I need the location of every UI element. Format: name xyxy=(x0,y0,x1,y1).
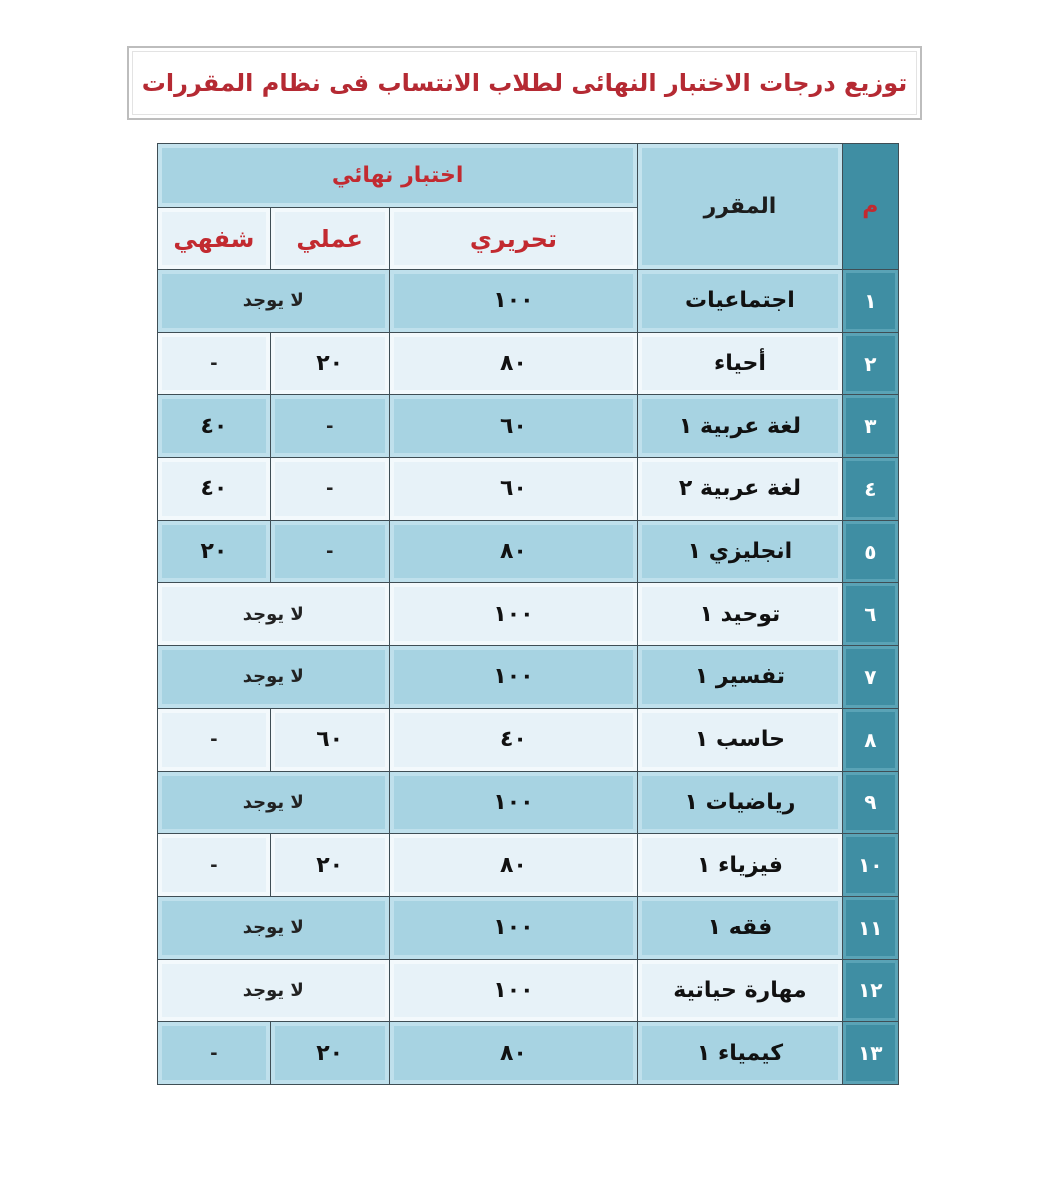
header-number: م xyxy=(842,144,898,270)
table-row xyxy=(158,520,899,583)
no-practical-oral: لا يوجد xyxy=(158,771,390,834)
table-row xyxy=(158,332,899,395)
course-name: انجليزي ١ xyxy=(638,520,842,583)
course-name: تفسير ١ xyxy=(638,646,842,709)
row-number: ١ xyxy=(842,270,898,333)
table-row xyxy=(158,646,899,709)
header-final-exam: اختبار نهائي xyxy=(158,144,638,208)
header-course: المقرر xyxy=(638,144,842,270)
course-name: أحياء xyxy=(638,332,842,395)
course-name: توحيد ١ xyxy=(638,583,842,646)
written-grade: ٤٠ xyxy=(389,708,638,771)
written-grade: ٦٠ xyxy=(389,395,638,458)
written-grade: ٨٠ xyxy=(389,332,638,395)
written-grade: ١٠٠ xyxy=(389,896,638,959)
row-number: ٢ xyxy=(842,332,898,395)
row-number: ٥ xyxy=(842,520,898,583)
course-name: اجتماعيات xyxy=(638,270,842,333)
written-grade: ١٠٠ xyxy=(389,959,638,1022)
no-practical-oral: لا يوجد xyxy=(158,896,390,959)
course-name: رياضيات ١ xyxy=(638,771,842,834)
oral-grade: - xyxy=(158,834,271,897)
table-row xyxy=(158,771,899,834)
table-row xyxy=(158,583,899,646)
practical-grade: ٢٠ xyxy=(270,332,389,395)
no-practical-oral: لا يوجد xyxy=(158,646,390,709)
oral-grade: ٢٠ xyxy=(158,520,271,583)
written-grade: ١٠٠ xyxy=(389,270,638,333)
no-practical-oral: لا يوجد xyxy=(158,270,390,333)
row-number: ٩ xyxy=(842,771,898,834)
course-name: لغة عربية ٢ xyxy=(638,458,842,521)
practical-grade: - xyxy=(270,520,389,583)
oral-grade: - xyxy=(158,1022,271,1085)
table-body xyxy=(158,270,899,1085)
table-row xyxy=(158,270,899,333)
course-name: حاسب ١ xyxy=(638,708,842,771)
oral-grade: - xyxy=(158,332,271,395)
page-title: توزيع درجات الاختبار النهائى لطلاب الانتساب فى نظام المقررات xyxy=(141,69,908,97)
header-written: تحريري xyxy=(389,208,638,270)
table-row xyxy=(158,458,899,521)
row-number: ٧ xyxy=(842,646,898,709)
grades-table xyxy=(157,143,899,1085)
practical-grade: ٦٠ xyxy=(270,708,389,771)
title-box xyxy=(127,46,922,120)
course-name: مهارة حياتية xyxy=(638,959,842,1022)
course-name: لغة عربية ١ xyxy=(638,395,842,458)
row-number: ٨ xyxy=(842,708,898,771)
oral-grade: - xyxy=(158,708,271,771)
table-row xyxy=(158,708,899,771)
practical-grade: ٢٠ xyxy=(270,834,389,897)
course-name: فقه ١ xyxy=(638,896,842,959)
course-name: فيزياء ١ xyxy=(638,834,842,897)
header-practical: عملي xyxy=(270,208,389,270)
practical-grade: - xyxy=(270,458,389,521)
written-grade: ٨٠ xyxy=(389,834,638,897)
no-practical-oral: لا يوجد xyxy=(158,959,390,1022)
practical-grade: - xyxy=(270,395,389,458)
written-grade: ١٠٠ xyxy=(389,583,638,646)
row-number: ١٢ xyxy=(842,959,898,1022)
table-row xyxy=(158,1022,899,1085)
oral-grade: ٤٠ xyxy=(158,458,271,521)
row-number: ٣ xyxy=(842,395,898,458)
written-grade: ٨٠ xyxy=(389,1022,638,1085)
oral-grade: ٤٠ xyxy=(158,395,271,458)
row-number: ٦ xyxy=(842,583,898,646)
table-row xyxy=(158,896,899,959)
row-number: ١٣ xyxy=(842,1022,898,1085)
written-grade: ١٠٠ xyxy=(389,771,638,834)
table-row xyxy=(158,959,899,1022)
row-number: ١٠ xyxy=(842,834,898,897)
written-grade: ٨٠ xyxy=(389,520,638,583)
header-oral: شفهي xyxy=(158,208,271,270)
table-row xyxy=(158,395,899,458)
no-practical-oral: لا يوجد xyxy=(158,583,390,646)
practical-grade: ٢٠ xyxy=(270,1022,389,1085)
written-grade: ١٠٠ xyxy=(389,646,638,709)
table-row xyxy=(158,834,899,897)
row-number: ٤ xyxy=(842,458,898,521)
row-number: ١١ xyxy=(842,896,898,959)
written-grade: ٦٠ xyxy=(389,458,638,521)
course-name: كيمياء ١ xyxy=(638,1022,842,1085)
